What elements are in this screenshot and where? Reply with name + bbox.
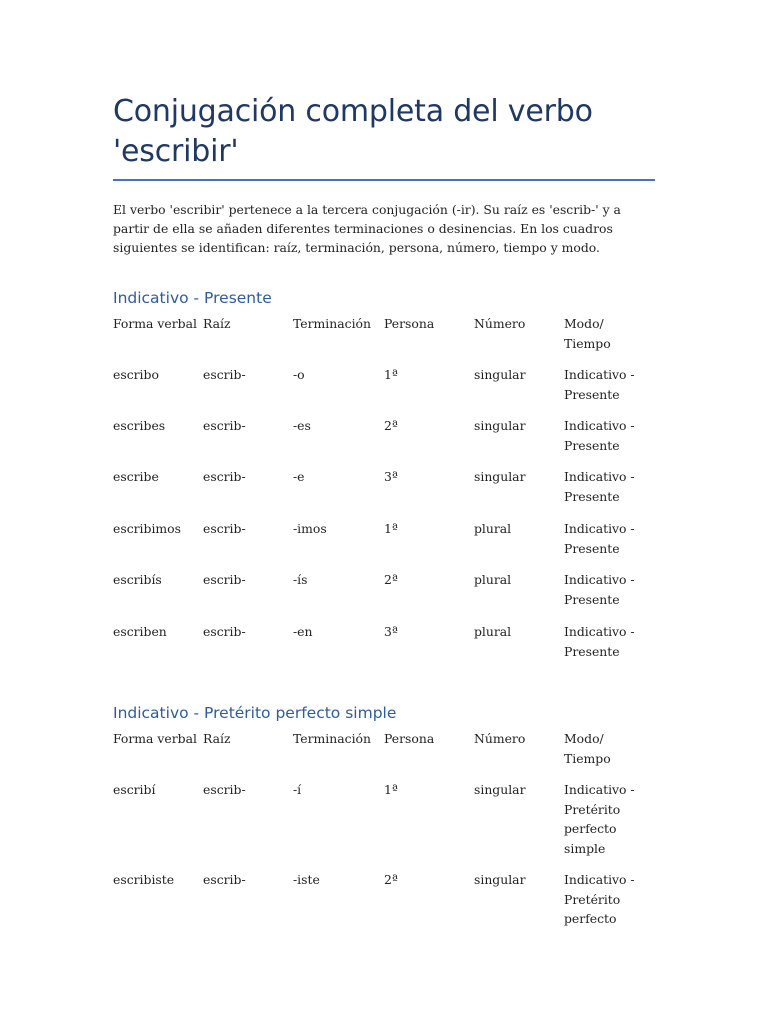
cell-numero: plural xyxy=(474,624,512,639)
cell-persona: 2ª xyxy=(384,872,398,887)
cell-raiz: escrib- xyxy=(203,782,246,797)
cell-terminacion: -iste xyxy=(293,872,320,887)
cell-terminacion: -ís xyxy=(293,572,308,587)
cell-modo-tiempo: Indicativo - Presente xyxy=(564,521,635,556)
cell-forma: escribe xyxy=(113,469,159,484)
cell-forma: escribes xyxy=(113,418,166,433)
header-terminacion: Terminación xyxy=(293,731,371,746)
header-modo-tiempo: Modo/ Tiempo xyxy=(564,316,611,351)
cell-raiz: escrib- xyxy=(203,521,246,536)
cell-raiz: escrib- xyxy=(203,572,246,587)
header-numero: Número xyxy=(474,731,526,746)
cell-raiz: escrib- xyxy=(203,418,246,433)
intro-paragraph: El verbo 'escribir' pertenece a la tercera conjugación (-ir). Su raíz es 'escrib-' y a partir de ella se añaden diferentes terminaciones o desinencias. En los cuadros siguientes se identifican: raíz, terminación, persona, número, tiempo y modo. xyxy=(113,202,621,255)
cell-numero: singular xyxy=(474,418,526,433)
cell-persona: 1ª xyxy=(384,367,398,382)
cell-terminacion: -es xyxy=(293,418,311,433)
document-title: Conjugación completa del verbo 'escribir' xyxy=(113,94,593,169)
cell-persona: 1ª xyxy=(384,521,398,536)
cell-forma: escribí xyxy=(113,782,156,797)
cell-modo-tiempo: Indicativo - Pretérito perfecto xyxy=(564,872,635,926)
cell-terminacion: -en xyxy=(293,624,313,639)
cell-persona: 2ª xyxy=(384,418,398,433)
cell-forma: escribís xyxy=(113,572,162,587)
cell-modo-tiempo: Indicativo - Presente xyxy=(564,418,635,453)
cell-numero: singular xyxy=(474,872,526,887)
cell-forma: escribimos xyxy=(113,521,181,536)
cell-raiz: escrib- xyxy=(203,367,246,382)
header-persona: Persona xyxy=(384,731,435,746)
cell-modo-tiempo: Indicativo - Presente xyxy=(564,624,635,659)
section-heading-presente: Indicativo - Presente xyxy=(113,289,272,307)
header-forma-verbal: Forma verbal xyxy=(113,316,197,331)
cell-persona: 2ª xyxy=(384,572,398,587)
title-underline xyxy=(113,179,655,181)
cell-modo-tiempo: Indicativo - Presente xyxy=(564,469,635,504)
cell-numero: singular xyxy=(474,367,526,382)
cell-raiz: escrib- xyxy=(203,872,246,887)
section-heading-preterito: Indicativo - Pretérito perfecto simple xyxy=(113,704,397,722)
header-terminacion: Terminación xyxy=(293,316,371,331)
header-modo-tiempo: Modo/ Tiempo xyxy=(564,731,611,766)
cell-numero: singular xyxy=(474,782,526,797)
header-numero: Número xyxy=(474,316,526,331)
cell-forma: escribiste xyxy=(113,872,175,887)
cell-terminacion: -e xyxy=(293,469,305,484)
cell-terminacion: -o xyxy=(293,367,305,382)
cell-numero: plural xyxy=(474,572,512,587)
cell-forma: escribo xyxy=(113,367,159,382)
cell-persona: 1ª xyxy=(384,782,398,797)
cell-numero: singular xyxy=(474,469,526,484)
header-raiz: Raíz xyxy=(203,316,231,331)
cell-modo-tiempo: Indicativo - Pretérito perfecto simple xyxy=(564,782,635,856)
cell-forma: escriben xyxy=(113,624,167,639)
header-persona: Persona xyxy=(384,316,435,331)
cell-numero: plural xyxy=(474,521,512,536)
cell-raiz: escrib- xyxy=(203,469,246,484)
cell-raiz: escrib- xyxy=(203,624,246,639)
cell-modo-tiempo: Indicativo - Presente xyxy=(564,367,635,402)
cell-persona: 3ª xyxy=(384,469,398,484)
cell-modo-tiempo: Indicativo - Presente xyxy=(564,572,635,607)
header-forma-verbal: Forma verbal xyxy=(113,731,197,746)
cell-terminacion: -í xyxy=(293,782,302,797)
cell-persona: 3ª xyxy=(384,624,398,639)
header-raiz: Raíz xyxy=(203,731,231,746)
cell-terminacion: -imos xyxy=(293,521,327,536)
